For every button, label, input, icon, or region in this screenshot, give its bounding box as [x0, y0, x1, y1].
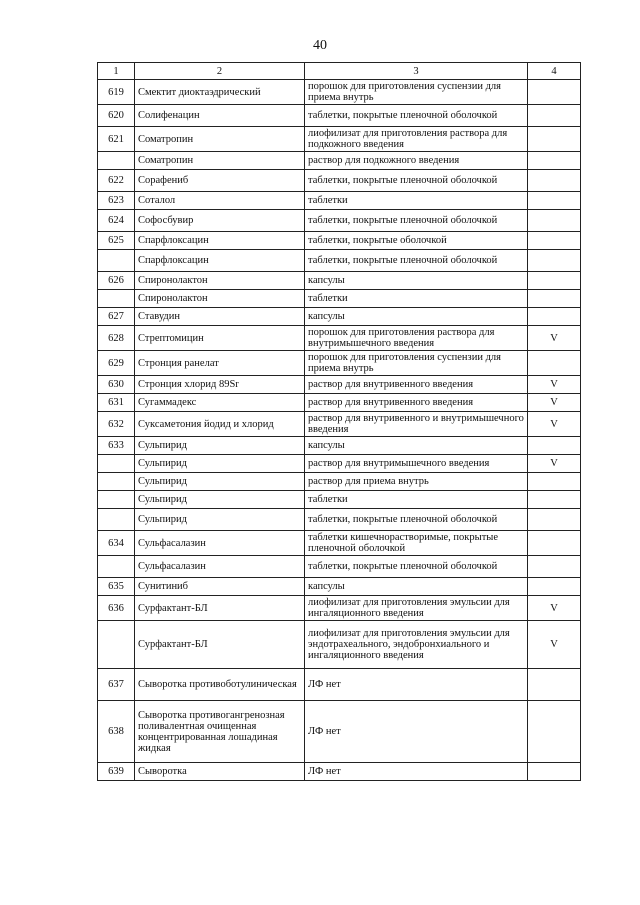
table-row	[98, 621, 581, 669]
dosage-form: капсулы	[305, 437, 528, 455]
row-number: 639	[98, 763, 135, 781]
mark-cell	[528, 763, 581, 781]
table-row	[98, 250, 581, 272]
row-number	[98, 491, 135, 509]
row-number: 619	[98, 80, 135, 105]
table-row	[98, 455, 581, 473]
dosage-form: капсулы	[305, 272, 528, 290]
row-number: 634	[98, 531, 135, 556]
dosage-form: лиофилизат для приготовления раствора для подкожного введения	[305, 127, 528, 152]
mark-cell	[528, 531, 581, 556]
mark-cell	[528, 80, 581, 105]
mark-cell: V	[528, 455, 581, 473]
drug-name: Стрептомицин	[135, 326, 305, 351]
drug-name: Сорафениб	[135, 170, 305, 192]
drug-name: Сульфасалазин	[135, 531, 305, 556]
table-row	[98, 394, 581, 412]
mark-cell: V	[528, 394, 581, 412]
row-number: 623	[98, 192, 135, 210]
table-row	[98, 412, 581, 437]
mark-cell: V	[528, 596, 581, 621]
row-number: 631	[98, 394, 135, 412]
mark-cell	[528, 491, 581, 509]
header-cell-3: 3	[305, 63, 528, 80]
dosage-form: ЛФ нет	[305, 669, 528, 701]
mark-cell	[528, 308, 581, 326]
row-number: 622	[98, 170, 135, 192]
mark-cell	[528, 250, 581, 272]
table-row	[98, 210, 581, 232]
row-number	[98, 556, 135, 578]
mark-cell	[528, 127, 581, 152]
row-number	[98, 290, 135, 308]
row-number: 630	[98, 376, 135, 394]
mark-cell	[528, 578, 581, 596]
drug-name: Спиронолактон	[135, 272, 305, 290]
table-row	[98, 326, 581, 351]
drug-name: Соталол	[135, 192, 305, 210]
mark-cell	[528, 232, 581, 250]
drug-name: Сыворотка противоботулиническая	[135, 669, 305, 701]
row-number	[98, 621, 135, 669]
mark-cell: V	[528, 326, 581, 351]
drug-name: Сугаммадекс	[135, 394, 305, 412]
table-row	[98, 290, 581, 308]
header-cell-1: 1	[98, 63, 135, 80]
mark-cell	[528, 272, 581, 290]
dosage-form: таблетки, покрытые пленочной оболочкой	[305, 509, 528, 531]
drug-name: Суксаметония йодид и хлорид	[135, 412, 305, 437]
mark-cell	[528, 290, 581, 308]
table-row	[98, 596, 581, 621]
table-row	[98, 701, 581, 763]
drug-name: Софосбувир	[135, 210, 305, 232]
mark-cell	[528, 556, 581, 578]
table-row	[98, 531, 581, 556]
drug-name: Сульпирид	[135, 437, 305, 455]
drug-name: Сульпирид	[135, 473, 305, 491]
dosage-form: лиофилизат для приготовления эмульсии для ингаляционного введения	[305, 596, 528, 621]
row-number: 626	[98, 272, 135, 290]
dosage-form: таблетки кишечнорастворимые, покрытые пленочной оболочкой	[305, 531, 528, 556]
drug-name: Ставудин	[135, 308, 305, 326]
drug-name: Сульпирид	[135, 509, 305, 531]
row-number	[98, 509, 135, 531]
table-row	[98, 376, 581, 394]
table-row	[98, 491, 581, 509]
row-number: 638	[98, 701, 135, 763]
table-row	[98, 192, 581, 210]
mark-cell	[528, 105, 581, 127]
dosage-form: ЛФ нет	[305, 701, 528, 763]
mark-cell: V	[528, 412, 581, 437]
dosage-form: раствор для внутримышечного введения	[305, 455, 528, 473]
drug-name: Сульпирид	[135, 455, 305, 473]
row-number: 620	[98, 105, 135, 127]
dosage-form: раствор для подкожного введения	[305, 152, 528, 170]
table-row	[98, 763, 581, 781]
table-row	[98, 170, 581, 192]
row-number	[98, 473, 135, 491]
dosage-form: таблетки, покрытые пленочной оболочкой	[305, 210, 528, 232]
dosage-form: капсулы	[305, 578, 528, 596]
table-row	[98, 232, 581, 250]
mark-cell	[528, 351, 581, 376]
dosage-form: таблетки	[305, 491, 528, 509]
dosage-form: таблетки	[305, 192, 528, 210]
table-header-row	[98, 63, 581, 80]
table-row	[98, 669, 581, 701]
drug-name: Сульпирид	[135, 491, 305, 509]
row-number: 629	[98, 351, 135, 376]
mark-cell	[528, 669, 581, 701]
page-number: 40	[313, 38, 327, 53]
mark-cell	[528, 192, 581, 210]
drug-name: Соматропин	[135, 127, 305, 152]
table-row	[98, 80, 581, 105]
drug-name: Сыворотка	[135, 763, 305, 781]
dosage-form: порошок для приготовления суспензии для приема внутрь	[305, 80, 528, 105]
header-cell-2: 2	[135, 63, 305, 80]
mark-cell	[528, 473, 581, 491]
table-row	[98, 473, 581, 491]
mark-cell	[528, 701, 581, 763]
row-number: 627	[98, 308, 135, 326]
mark-cell	[528, 210, 581, 232]
drug-name: Стронция хлорид 89Sr	[135, 376, 305, 394]
row-number: 624	[98, 210, 135, 232]
drug-name: Соматропин	[135, 152, 305, 170]
table-row	[98, 272, 581, 290]
header-cell-4: 4	[528, 63, 581, 80]
drug-name: Стронция ранелат	[135, 351, 305, 376]
drug-name: Спарфлоксацин	[135, 250, 305, 272]
dosage-form: раствор для внутривенного введения	[305, 394, 528, 412]
row-number: 621	[98, 127, 135, 152]
dosage-form: таблетки	[305, 290, 528, 308]
table-row	[98, 105, 581, 127]
dosage-form: таблетки, покрытые оболочкой	[305, 232, 528, 250]
mark-cell	[528, 170, 581, 192]
dosage-form: таблетки, покрытые пленочной оболочкой	[305, 250, 528, 272]
drug-name: Спарфлоксацин	[135, 232, 305, 250]
row-number	[98, 250, 135, 272]
mark-cell	[528, 152, 581, 170]
dosage-form: таблетки, покрытые пленочной оболочкой	[305, 105, 528, 127]
mark-cell: V	[528, 621, 581, 669]
mark-cell	[528, 437, 581, 455]
dosage-form: раствор для внутривенного и внутримышечного введения	[305, 412, 528, 437]
drug-name: Сунитиниб	[135, 578, 305, 596]
row-number	[98, 152, 135, 170]
dosage-form: раствор для приема внутрь	[305, 473, 528, 491]
dosage-form: порошок для приготовления суспензии для приема внутрь	[305, 351, 528, 376]
table-row	[98, 127, 581, 152]
mark-cell: V	[528, 376, 581, 394]
row-number: 636	[98, 596, 135, 621]
row-number	[98, 455, 135, 473]
row-number: 632	[98, 412, 135, 437]
dosage-form: капсулы	[305, 308, 528, 326]
table-row	[98, 308, 581, 326]
table-row	[98, 152, 581, 170]
table-row	[98, 556, 581, 578]
table-row	[98, 351, 581, 376]
drug-table	[97, 62, 581, 781]
drug-name: Сурфактант-БЛ	[135, 621, 305, 669]
drug-name: Солифенацин	[135, 105, 305, 127]
drug-name: Сыворотка противогангренозная поливалентная очищенная концентрированная лошадиная жидкая	[135, 701, 305, 763]
row-number: 628	[98, 326, 135, 351]
dosage-form: раствор для внутривенного введения	[305, 376, 528, 394]
dosage-form: лиофилизат для приготовления эмульсии для эндотрахеального, эндобронхиального и ингаляционного введения	[305, 621, 528, 669]
table-row	[98, 437, 581, 455]
drug-name: Спиронолактон	[135, 290, 305, 308]
row-number: 635	[98, 578, 135, 596]
row-number: 637	[98, 669, 135, 701]
dosage-form: таблетки, покрытые пленочной оболочкой	[305, 556, 528, 578]
row-number: 633	[98, 437, 135, 455]
table-row	[98, 578, 581, 596]
dosage-form: ЛФ нет	[305, 763, 528, 781]
table-row	[98, 509, 581, 531]
dosage-form: порошок для приготовления раствора для внутримышечного введения	[305, 326, 528, 351]
drug-name: Смектит диоктаэдрический	[135, 80, 305, 105]
drug-name: Сурфактант-БЛ	[135, 596, 305, 621]
dosage-form: таблетки, покрытые пленочной оболочкой	[305, 170, 528, 192]
row-number: 625	[98, 232, 135, 250]
drug-name: Сульфасалазин	[135, 556, 305, 578]
mark-cell	[528, 509, 581, 531]
